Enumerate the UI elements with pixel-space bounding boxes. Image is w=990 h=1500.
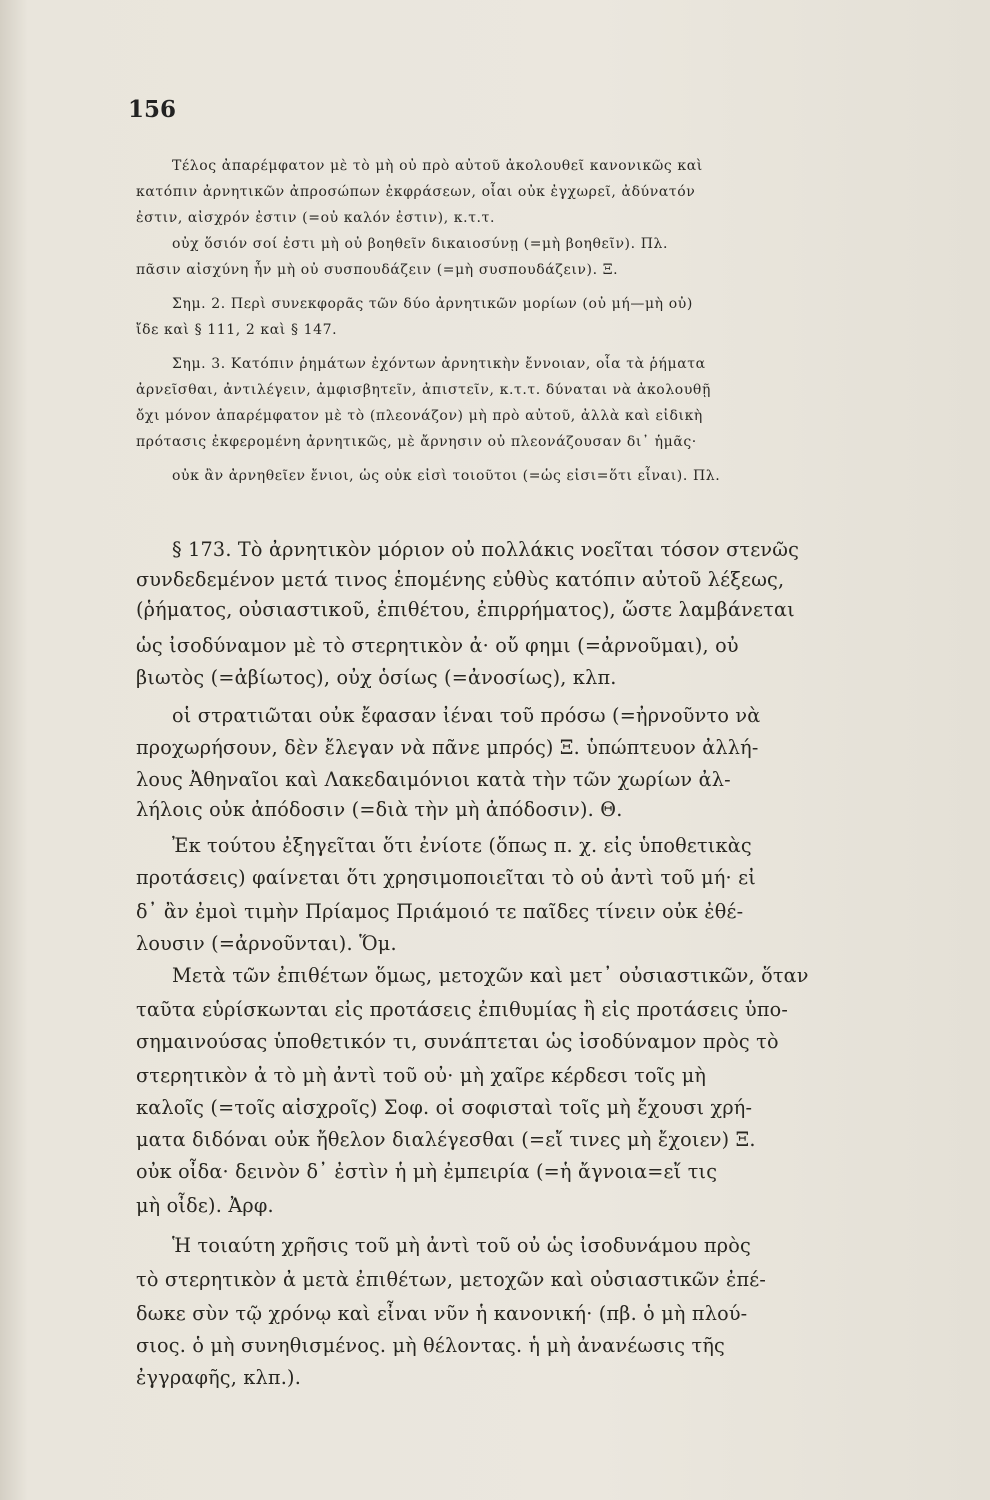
note-line: Σημ. 3. Κατόπιν ῥημάτων ἐχόντων ἀρνητικὴν ἔννοιαν, οἷα τὰ ῥήματα [172,356,706,372]
body-line: οἱ στρατιῶται οὐκ ἔφασαν ἰέναι τοῦ πρόσω (=ἠρνοῦντο νὰ [172,704,761,727]
body-line: (ῥήματος, οὐσιαστικοῦ, ἐπιθέτου, ἐπιρρήματος), ὥστε λαμβάνεται [136,598,795,621]
note-line: Σημ. 2. Περὶ συνεκφορᾶς τῶν δύο ἀρνητικῶν μορίων (οὐ μή—μὴ οὐ) [172,296,693,312]
body-line: προχωρήσουν, δὲν ἔλεγαν νὰ πᾶνε μπρός) Ξ. ὑπώπτευον ἀλλή- [136,736,759,759]
body-line: οὐκ οἶδα· δεινὸν δ᾿ ἐστὶν ἡ μὴ ἐμπειρία (=ἡ ἄγνοια=εἴ τις [136,1160,718,1183]
body-line: τὸ στερητικὸν ἀ μετὰ ἐπιθέτων, μετοχῶν καὶ οὐσιαστικῶν ἐπέ- [136,1268,767,1291]
body-line: σημαινούσας ὑποθετικόν τι, συνάπτεται ὡς ἰσοδύναμον πρὸς τὸ [136,1030,779,1053]
note-line: ἐστιν, αἰσχρόν ἐστιν (=οὐ καλόν ἐστιν), κ.τ.τ. [136,210,495,226]
note-line: ὄχι μόνον ἀπαρέμφατον μὲ τὸ (πλεονάζον) μὴ πρὸ αὐτοῦ, ἀλλὰ καὶ εἰδικὴ [136,408,703,424]
body-line: § 173. Τὸ ἀρνητικὸν μόριον οὐ πολλάκις νοεῖται τόσον στενῶς [172,538,800,561]
page-number: 156 [128,96,177,123]
body-line: βιωτὸς (=ἀβίωτος), οὐχ ὁσίως (=ἀνοσίως), κλπ. [136,666,617,689]
body-line: Μετὰ τῶν ἐπιθέτων ὅμως, μετοχῶν καὶ μετ᾿ οὐσιαστικῶν, ὅταν [172,964,809,987]
body-line: καλοῖς (=τοῖς αἰσχροῖς) Σοφ. οἱ σοφισταὶ τοῖς μὴ ἔχουσι χρή- [136,1096,753,1119]
note-line: ἀρνεῖσθαι, ἀντιλέγειν, ἀμφισβητεῖν, ἀπιστεῖν, κ.τ.τ. δύναται νὰ ἀκολουθῇ [136,382,711,398]
body-line: μὴ οἶδε). Ἀρφ. [136,1194,274,1217]
body-line: δωκε σὺν τῷ χρόνῳ καὶ εἶναι νῦν ἡ κανονική· (πβ. ὁ μὴ πλού- [136,1302,748,1325]
note-line: κατόπιν ἀρνητικῶν ἀπροσώπων ἐκφράσεων, οἷαι οὐκ ἐγχωρεῖ, ἀδύνατόν [136,184,696,200]
note-line: πᾶσιν αἰσχύνη ἦν μὴ οὐ συσπουδάζειν (=μὴ συσπουδάζειν). Ξ. [136,262,619,278]
note-line: ἴδε καὶ § 111, 2 καὶ § 147. [136,322,338,338]
note-line: πρότασις ἐκφερομένη ἀρνητικῶς, μὲ ἄρνησιν οὐ πλεονάζουσαν δι᾿ ἡμᾶς· [136,434,697,450]
body-line: στερητικὸν ἀ τὸ μὴ ἀντὶ τοῦ οὐ· μὴ χαῖρε κέρδεσι τοῖς μὴ [136,1064,707,1087]
body-line: Ἡ τοιαύτη χρῆσις τοῦ μὴ ἀντὶ τοῦ οὐ ὡς ἰσοδυνάμου πρὸς [172,1234,751,1257]
body-line: δ᾿ ἂν ἐμοὶ τιμὴν Πρίαμος Πριάμοιό τε παῖδες τίνειν οὐκ ἐθέ- [136,900,744,923]
note-line: οὐχ ὅσιόν σοί ἐστι μὴ οὐ βοηθεῖν δικαιοσύνῃ (=μὴ βοηθεῖν). Πλ. [172,236,669,252]
body-line: σιος. ὁ μὴ συνηθισμένος. μὴ θέλοντας. ἡ μὴ ἀνανέωσις τῆς [136,1334,725,1357]
note-line: οὐκ ἂν ἀρνηθεῖεν ἔνιοι, ὡς οὐκ εἰσὶ τοιοῦτοι (=ὡς εἰσι=ὅτι εἶναι). Πλ. [172,468,721,484]
body-line: προτάσεις) φαίνεται ὅτι χρησιμοποιεῖται τὸ οὐ ἀντὶ τοῦ μή· εἰ [136,866,756,889]
body-line: λουσιν (=ἀρνοῦνται). Ὅμ. [136,932,397,955]
body-line: συνδεδεμένον μετά τινος ἑπομένης εὐθὺς κατόπιν αὐτοῦ λέξεως, [136,568,785,591]
body-line: ματα διδόναι οὐκ ἤθελον διαλέγεσθαι (=εἴ τινες μὴ ἔχοιεν) Ξ. [136,1128,756,1151]
body-line: ὡς ἰσοδύναμον μὲ τὸ στερητικὸν ἀ· οὔ φημι (=ἀρνοῦμαι), οὐ [136,634,739,657]
body-line: λήλοις οὐκ ἀπόδοσιν (=διὰ τὴν μὴ ἀπόδοσιν). Θ. [136,798,623,821]
note-line: Τέλος ἀπαρέμφατον μὲ τὸ μὴ οὐ πρὸ αὐτοῦ ἀκολουθεῖ κανονικῶς καὶ [172,158,703,174]
body-line: λους Ἀθηναῖοι καὶ Λακεδαιμόνιοι κατὰ τὴν τῶν χωρίων ἀλ- [136,768,731,791]
body-line: Ἐκ τούτου ἐξηγεῖται ὅτι ἐνίοτε (ὅπως π. χ. εἰς ὑποθετικὰς [172,834,752,857]
body-line: ταῦτα εὑρίσκωνται εἰς προτάσεις ἐπιθυμίας ἢ εἰς προτάσεις ὑπο- [136,998,789,1021]
body-line: ἐγγραφῆς, κλπ.). [136,1366,301,1389]
